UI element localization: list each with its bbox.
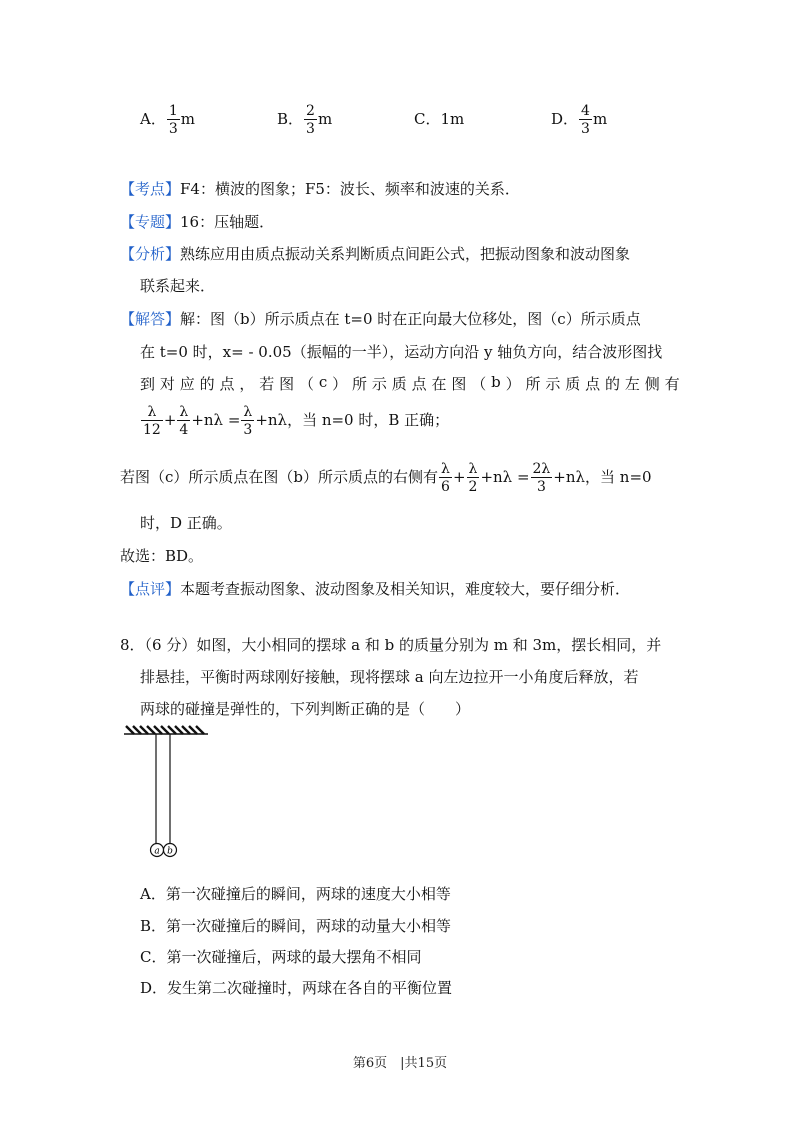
answer-line: 故选：BD。 (120, 547, 204, 565)
dianping-line: 【点评】本题考查振动图象、波动图象及相关知识，难度较大，要仔细分析． (120, 580, 631, 598)
dianping-tag: 【点评】 (120, 580, 181, 598)
justified-char: 点 (219, 375, 235, 393)
fraction: $\frac{2}{3}$ (306, 103, 315, 137)
justified-char: （ (471, 375, 487, 393)
fraction: $\frac{\lambda}{3}$ (243, 404, 253, 438)
right-side-cont: 时，D 正确。 (140, 514, 232, 532)
justified-char: 的 (604, 375, 620, 393)
justified-char: 到 (140, 375, 156, 393)
zhuanti-tag: 【专题】 (120, 213, 181, 231)
justified-char: （ (299, 375, 315, 393)
q8-option-a: A．第一次碰撞后的瞬间，两球的速度大小相等 (140, 885, 451, 903)
ball-b-label: b (167, 846, 173, 857)
q8-line-1: 8．（6 分）如图，大小相同的摆球 a 和 b 的质量分别为 m 和 3m，摆长相同，并 (120, 636, 662, 654)
kaodian-line: 【考点】F4：横波的图象；F5：波长、频率和波速的关系． (120, 180, 520, 198)
justified-char: 点 (585, 375, 601, 393)
jieda-line: 【解答】解：图（b）所示质点在 t=0 时在正向最大位移处，图（c）所示质点 (120, 310, 641, 328)
q8-line-2: 排悬挂，平衡时两球刚好接触，现将摆球 a 向左边拉开一小角度后释放，若 (140, 668, 639, 686)
q8-line-3: 两球的碰撞是弹性的，下列判断正确的是（ ） (140, 700, 471, 718)
equation-1: $\frac{\lambda}{12}$ + $\frac{\lambda}{4}$ +nλ = $\frac{\lambda}{3}$ +nλ，当 n=0 时，B 正确； (143, 404, 450, 438)
kaodian-tag: 【考点】 (120, 180, 181, 198)
justified-char: 所 (525, 375, 541, 393)
justified-char: 图 (279, 375, 295, 393)
option-b: B． $\frac{2}{3}$ m (277, 103, 333, 137)
q8-option-d: D．发生第二次碰撞时，两球在各自的平衡位置 (140, 979, 453, 997)
justified-char: 侧 (644, 375, 660, 393)
right-side-line: 若图（c）所示质点在图（b）所示质点的右侧有 $\frac{\lambda}{6}$ + $\frac{\lambda}{2}$ +nλ = $\frac{2\lambda}{3}$ +nλ，当 n=0 (120, 461, 652, 495)
fraction: $\frac{\lambda}{4}$ (179, 404, 189, 438)
justified-char: 左 (624, 375, 640, 393)
fenxi-line: 【分析】熟练应用由质点振动关系判断质点间距公式，把振动图象和波动图象 (120, 245, 631, 263)
fraction: $\frac{2\lambda}{3}$ (532, 461, 551, 495)
justified-char: 图 (451, 375, 467, 393)
q8-option-c: C．第一次碰撞后，两球的最大摆角不相同 (140, 948, 422, 966)
justified-char: ， (239, 375, 255, 393)
justified-char: 质 (565, 375, 581, 393)
justified-char: ） (505, 375, 521, 393)
fraction: $\frac{\lambda}{6}$ (441, 461, 450, 495)
fenxi-line-2: 联系起来． (140, 277, 216, 295)
justified-char: 所 (352, 375, 368, 393)
justified-char: 对 (159, 375, 175, 393)
ceiling-hatch (124, 726, 208, 734)
justified-char: 若 (259, 375, 275, 393)
fraction: $\frac{\lambda}{2}$ (468, 461, 478, 495)
justified-char: 质 (391, 375, 407, 393)
justified-char: 应 (179, 375, 195, 393)
zhuanti-line: 【专题】16：压轴题． (120, 213, 275, 231)
option-a: A． $\frac{1}{3}$ m (140, 103, 195, 137)
justified-char: 在 (431, 375, 447, 393)
jieda-tag: 【解答】 (120, 310, 181, 328)
option-d: D． $\frac{4}{3}$ m (551, 103, 608, 137)
jieda-line-2: 在 t=0 时，x= - 0.05（振幅的一半），运动方向沿 y 轴负方向，结合波形图找 (140, 343, 663, 361)
q8-option-b: B．第一次碰撞后的瞬间，两球的动量大小相等 (140, 917, 452, 935)
justified-char: b (491, 373, 501, 391)
justified-char: 的 (199, 375, 215, 393)
justified-char: 有 (664, 375, 680, 393)
justified-char: ） (332, 375, 348, 393)
fraction: $\frac{1}{3}$ (168, 103, 178, 137)
jieda-line-3 (140, 373, 680, 394)
page-footer: 第6页 |共15页 (352, 1056, 448, 1071)
ball-a-label: a (154, 846, 160, 857)
justified-char: 示 (371, 375, 387, 393)
option-c: C．1m (414, 110, 465, 128)
pendulum-figure (120, 722, 220, 862)
justified-char: c (318, 373, 328, 391)
fraction: $\frac{\lambda}{12}$ (143, 404, 161, 438)
justified-char: 示 (545, 375, 561, 393)
fraction: $\frac{4}{3}$ (581, 103, 590, 137)
fenxi-tag: 【分析】 (120, 245, 181, 263)
justified-char: 点 (411, 375, 427, 393)
